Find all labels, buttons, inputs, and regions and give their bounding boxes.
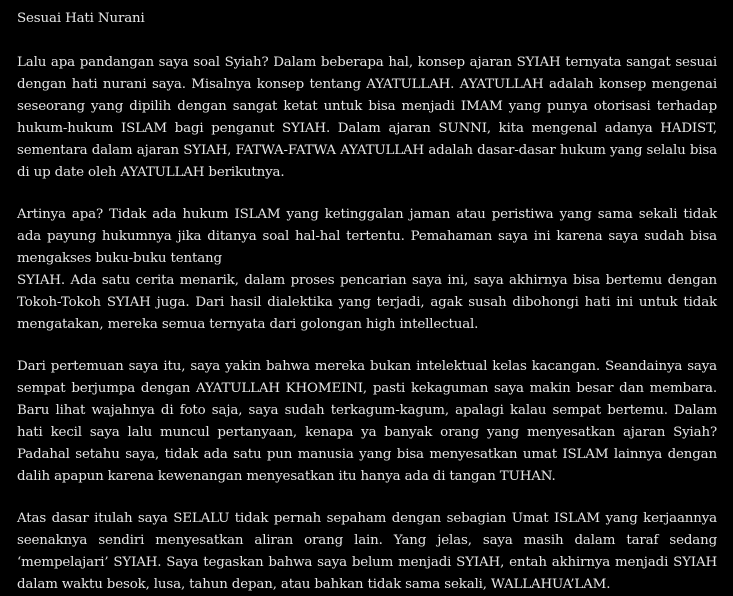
paragraph-3: Dari pertemuan saya itu, saya yakin bahwa mereka bukan intelektual kelas kacangan. Seandainya saya sempat berjumpa dengan AYATULLAH KHOMEINI, pasti kekaguman saya makin besar dan membara. Baru lihat wajahnya di foto saja, saya sudah terkagum-kagum, apalagi kalau sempat bertemu. Dalam hati kecil saya lalu muncul pertanyaan, kenapa ya banyak orang yang menyesatkan ajaran Syiah? Padahal setahu saya, tidak ada satu pun manusia yang bisa menyesatkan umat ISLAM lainnya dengan dalih apapun karena kewenangan menyesatkan itu hanya ada di tangan TUHAN.: [17, 359, 717, 484]
paragraph-2: [17, 204, 717, 270]
document-title: Sesuai Hati Nurani: [17, 11, 145, 26]
paragraph-1: Lalu apa pandangan saya soal Syiah? Dalam beberapa hal, konsep ajaran SYIAH ternyata sangat sesuai dengan hati nurani saya. Misalnya konsep tentang AYATULLAH. AYATULLAH adalah konsep mengenai seseorang yang dipilih dengan sangat ketat untuk bisa menjadi IMAM yang punya otorisasi terhadap hukum-hukum ISLAM bagi penganut SYIAH. Dalam ajaran SUNNI, kita mengenal adanya HADIST, sementara dalam ajaran SYIAH, FATWA-FATWA AYATULLAH adalah dasar-dasar hukum yang selalu bisa di up date oleh AYATULLAH berikutnya.: [17, 55, 717, 180]
paragraph-2-text: Artinya apa? Tidak ada hukum ISLAM yang ketinggalan jaman atau peristiwa yang sama sekali tidak ada payung hukumnya jika ditanya soal hal-hal tertentu. Pemahaman saya ini karena saya sudah bisa mengakses buku-buku tentang: [17, 207, 717, 266]
paragraph-4: Atas dasar itulah saya SELALU tidak pernah sepaham dengan sebagian Umat ISLAM yang kerjaannya seenaknya sendiri menyesatkan aliran orang lain. Yang jelas, saya masih dalam taraf sedang ‘mempelajari’ SYIAH. Saya tegaskan bahwa saya belum menjadi SYIAH, entah akhirnya menjadi SYIAH dalam waktu besok, lusa, tahun depan, atau bahkan tidak sama sekali, WALLAHUA’LAM.: [17, 511, 717, 592]
paragraph-2-continued: SYIAH. Ada satu cerita menarik, dalam proses pencarian saya ini, saya akhirnya bisa bertemu dengan Tokoh-Tokoh SYIAH juga. Dari hasil dialektika yang terjadi, agak susah dibohongi hati ini untuk tidak mengatakan, mereka semua ternyata dari golongan high intellectual.: [17, 273, 717, 332]
